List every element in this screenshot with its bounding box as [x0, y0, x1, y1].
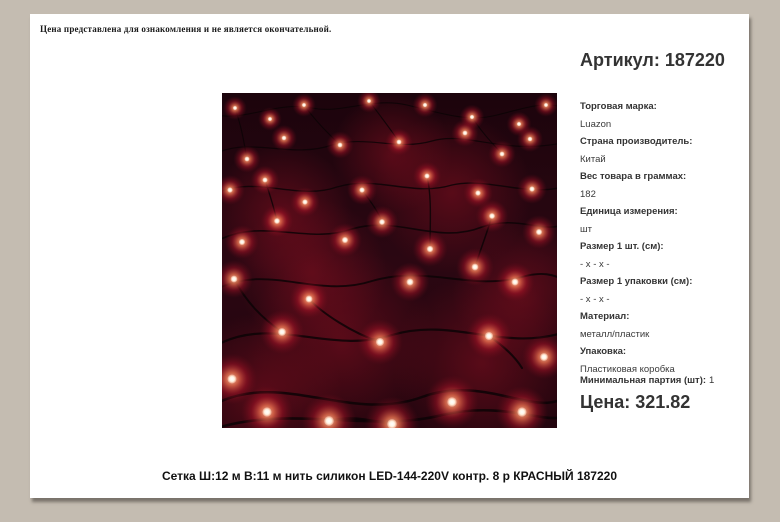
spec-value: - х - х - — [580, 258, 610, 270]
spec-value: шт — [580, 223, 592, 235]
spec-value: Пластиковая коробка — [580, 363, 675, 375]
spec-label: Размер 1 упаковки (см): — [580, 276, 693, 287]
disclaimer-text: Цена представлена для ознакомления и не является окончательной. — [40, 24, 332, 34]
spec-value: металл/пластик — [580, 328, 650, 340]
product-title-caption: Сетка Ш:12 м В:11 м нить силикон LED-144-220V контр. 8 р КРАСНЫЙ 187220 — [161, 469, 617, 483]
price-text: Цена: 321.82 — [580, 392, 691, 412]
spec-label: Размер 1 шт. (см): — [580, 241, 664, 252]
spec-label: Единица измерения: — [580, 206, 678, 217]
spec-label: Страна производитель: — [580, 136, 693, 147]
spec-value: - х - х - — [580, 293, 610, 305]
spec-label: Вес товара в граммах: — [580, 171, 687, 182]
product-image — [222, 93, 557, 428]
led-net-photo — [222, 93, 557, 428]
spec-value: Luazon — [580, 118, 612, 130]
spec-value: Китай — [580, 153, 606, 165]
min-batch-label: Минимальная партия (шт): — [580, 375, 707, 386]
spec-list — [580, 98, 748, 378]
article-number: Артикул: 187220 — [580, 50, 725, 70]
spec-value: 182 — [580, 188, 596, 200]
spec-label: Торговая марка: — [580, 101, 657, 112]
spec-label: Материал: — [580, 311, 630, 322]
spec-label: Упаковка: — [580, 346, 627, 357]
min-batch-row — [580, 375, 714, 386]
document-page — [30, 14, 749, 498]
min-batch-value: 1 — [709, 375, 715, 386]
